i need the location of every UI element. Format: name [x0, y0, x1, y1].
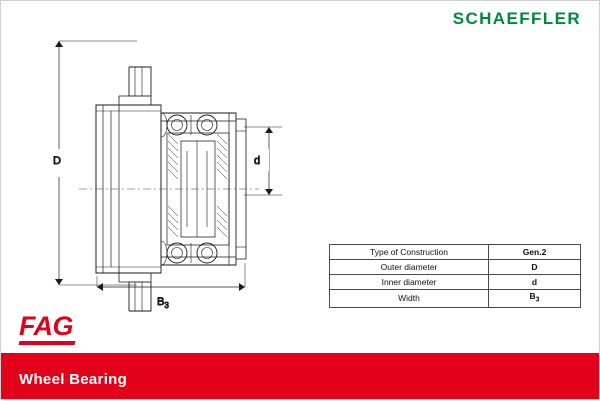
- dim-label-d: d: [254, 155, 261, 167]
- fag-logo-text: FAG: [19, 311, 74, 341]
- spec-value: [489, 245, 581, 260]
- spec-label: Outer diameter: [330, 260, 489, 275]
- spec-value: [489, 290, 581, 308]
- fag-logo-underline: [19, 341, 76, 345]
- dim-label-D: D: [53, 155, 61, 167]
- table-row: [330, 290, 581, 308]
- bearing-technical-drawing: [1, 1, 600, 401]
- spec-label: Type of Construction: [330, 245, 489, 260]
- fag-logo: [19, 313, 75, 345]
- schaeffler-logo: SCHAEFFLER: [452, 9, 581, 28]
- spec-value: [489, 260, 581, 275]
- spec-value: [489, 275, 581, 290]
- spec-value-text: D: [531, 261, 538, 272]
- table-row: [330, 245, 581, 260]
- spec-value-text: B: [529, 291, 536, 301]
- specification-table: [329, 244, 581, 308]
- product-title: Wheel Bearing: [19, 371, 128, 388]
- spec-label: Width: [330, 290, 489, 308]
- table-row: [330, 260, 581, 275]
- spec-value-text: Gen.2: [522, 246, 547, 257]
- spec-label: Inner diameter: [330, 275, 489, 290]
- dim-label-B3: $B_3$: [157, 296, 169, 310]
- table-row: [330, 275, 581, 290]
- spec-value-subscript: 3: [535, 296, 540, 304]
- spec-value-text: d: [531, 276, 538, 287]
